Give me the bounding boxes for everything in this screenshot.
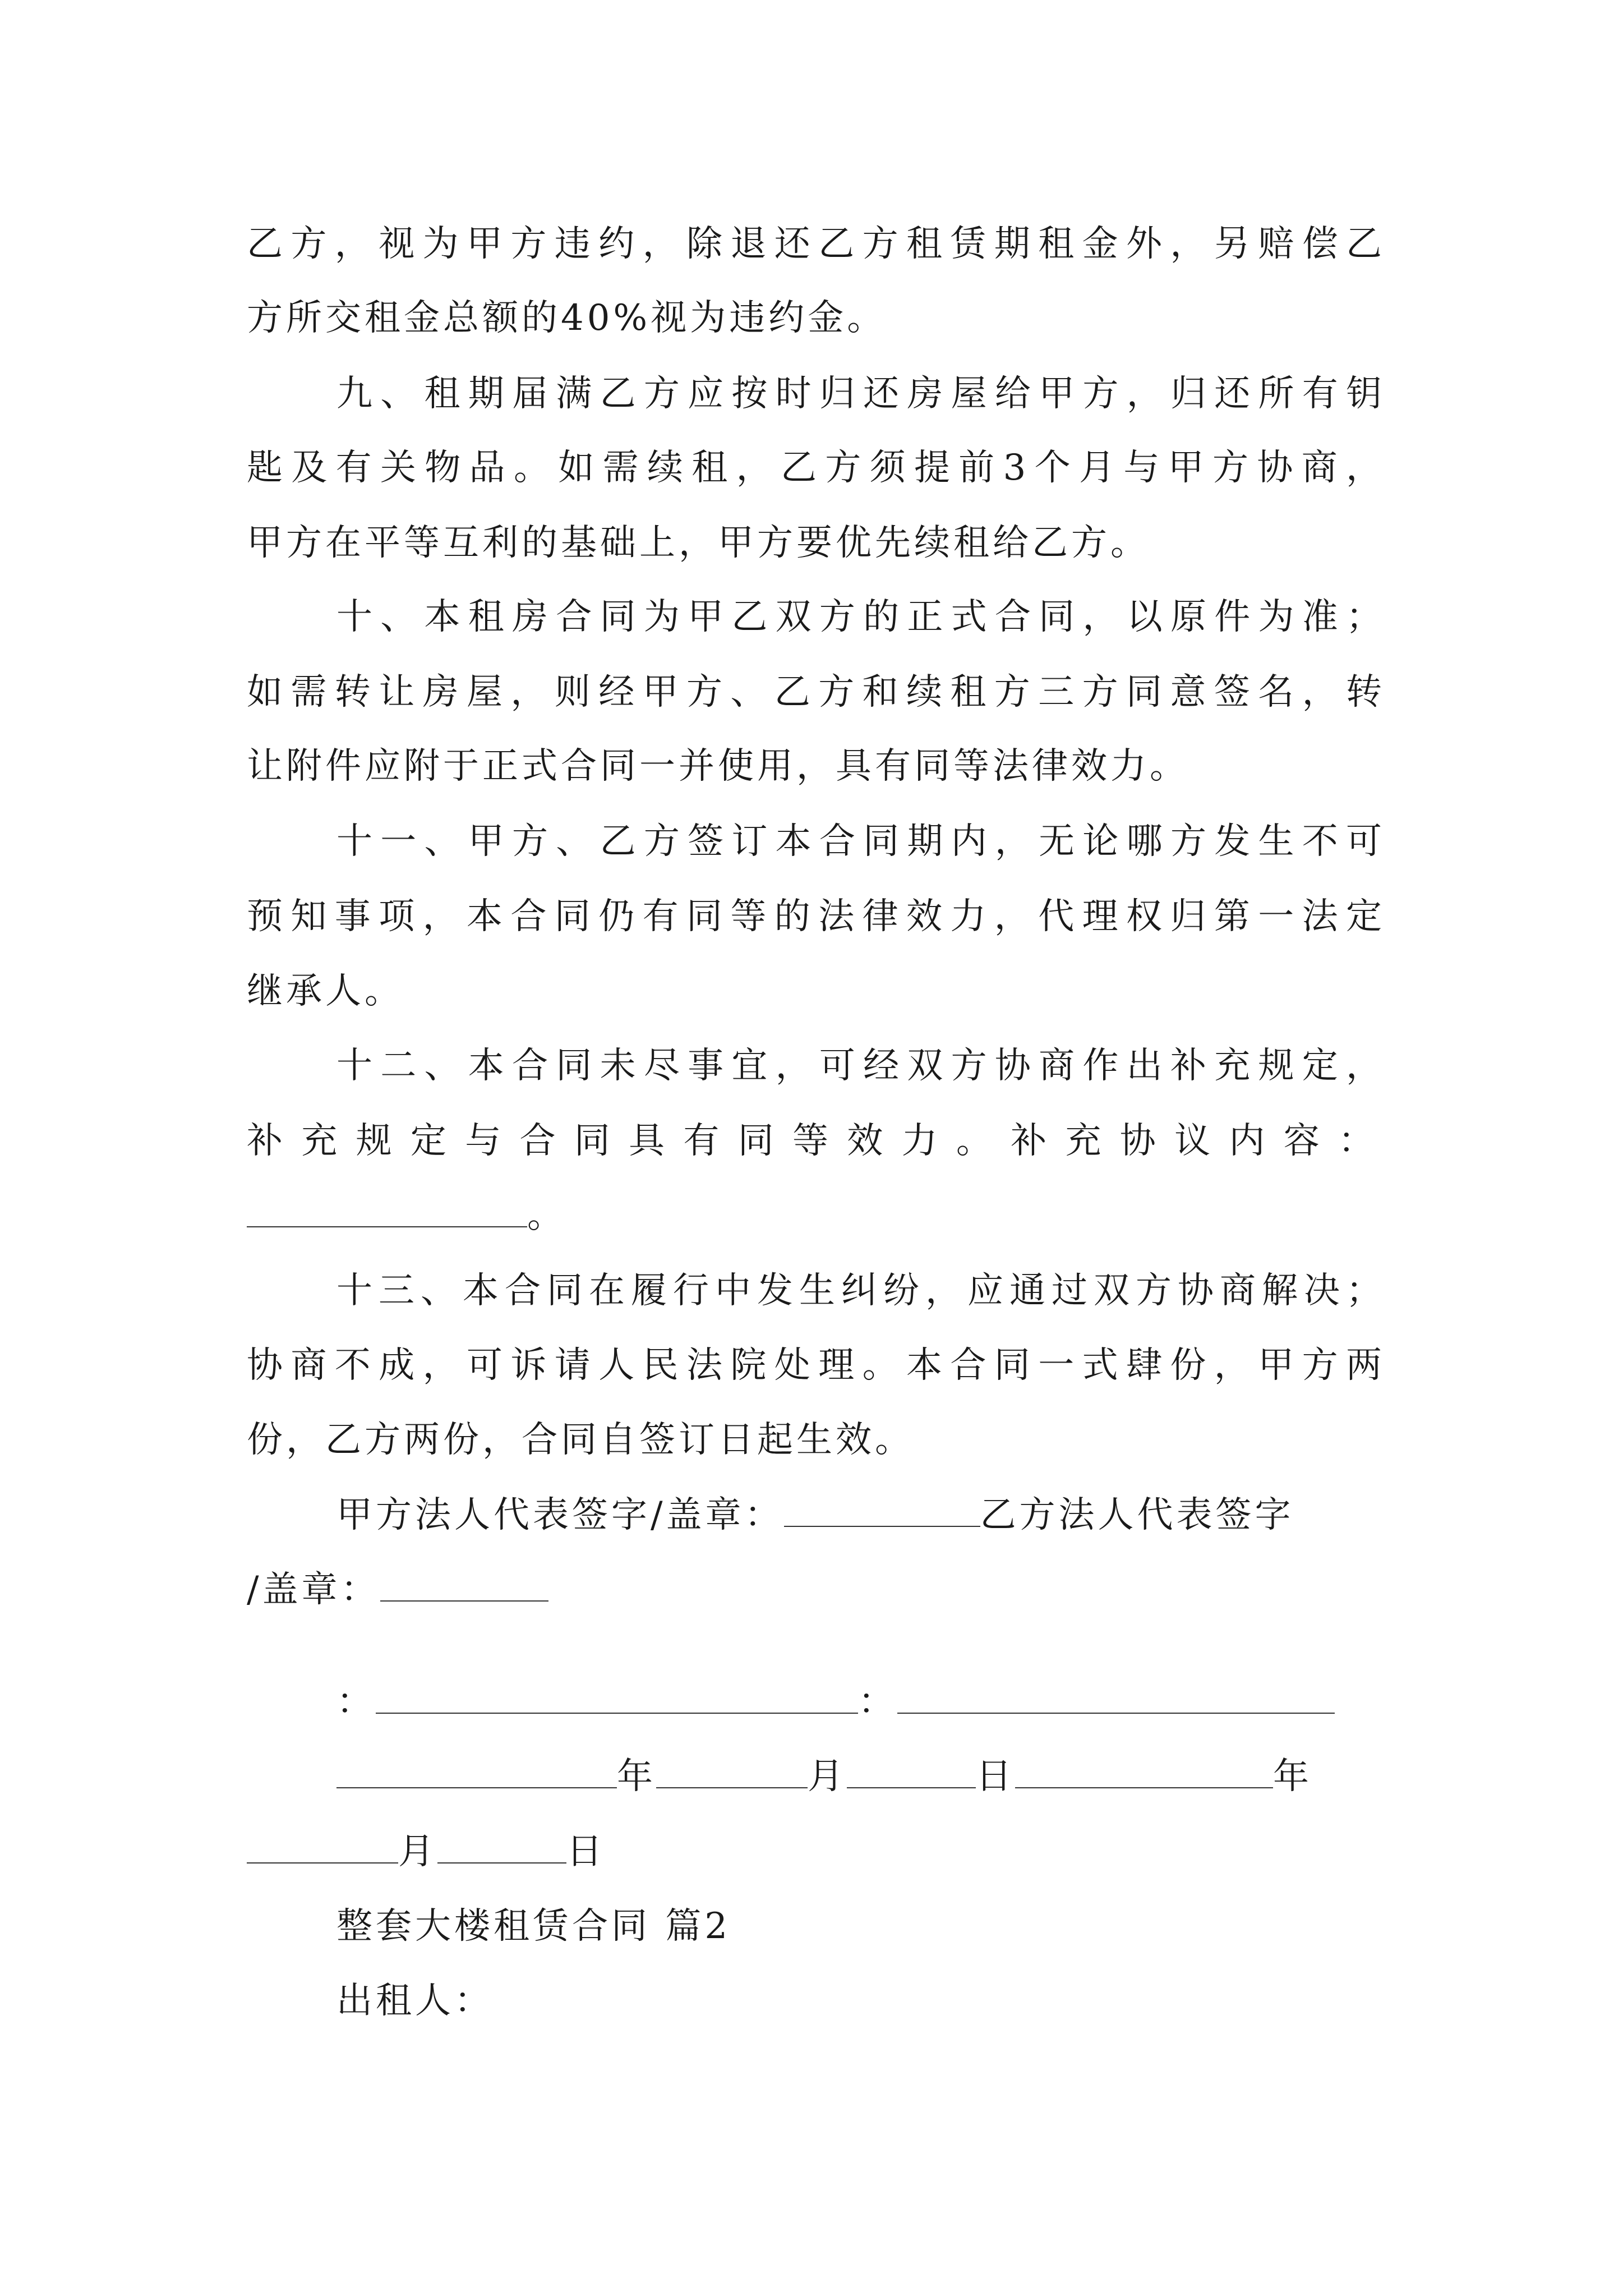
colon-2: ：	[858, 1681, 897, 1723]
day-label-1: 日	[976, 1756, 1015, 1797]
date-line-1	[336, 1754, 1385, 1799]
party-a-signature-label: 甲方法人代表签字/盖章：	[336, 1494, 784, 1536]
clause-12-line-2: 补充规定与合同具有同等效力。补充协议内容：	[247, 1120, 1385, 1162]
section-2-title: 整套大楼租赁合同 篇2	[336, 1906, 731, 1947]
month-label-2: 月	[398, 1831, 437, 1872]
party-b-signature-label: 乙方法人代表签字	[980, 1494, 1294, 1536]
day-blank-1	[847, 1756, 976, 1788]
year-label-1: 年	[617, 1756, 656, 1797]
signature-line-1	[336, 1493, 1385, 1538]
clause-11-line-3: 继承人。	[247, 970, 404, 1012]
month-blank-1	[656, 1756, 808, 1788]
clause-10-line-2: 如需转让房屋，则经甲方、乙方和续租方三方同意签名，转	[247, 671, 1385, 713]
signature-line-3	[336, 1680, 1385, 1724]
supplement-blank	[247, 1195, 527, 1227]
colon-1: ：	[336, 1681, 376, 1723]
clause-12-line-1: 十二、本合同未尽事宜，可经双方协商作出补充规定，	[336, 1045, 1385, 1087]
clause-11-line-1: 十一、甲方、乙方签订本合同期内，无论哪方发生不可	[336, 821, 1385, 862]
clause-8-line-2: 方所交租金总额的40%视为违约金。	[247, 297, 887, 339]
clause-9-line-3: 甲方在平等互利的基础上，甲方要优先续租给乙方。	[247, 522, 1150, 564]
clause-9-line-1: 九、租期届满乙方应按时归还房屋给甲方，归还所有钥	[336, 373, 1385, 415]
party-a-signature-blank	[784, 1494, 980, 1527]
lessor-label: 出租人：	[336, 1980, 494, 2022]
day-label-2: 日	[566, 1831, 606, 1872]
year-blank-1	[336, 1756, 617, 1788]
party-b-signature-label-cont: /盖章：	[247, 1569, 380, 1611]
year-label-2: 年	[1273, 1756, 1312, 1797]
year-blank-2	[1015, 1756, 1273, 1788]
party-b-signature-blank	[380, 1569, 548, 1602]
clause-11-line-2: 预知事项，本合同仍有同等的法律效力，代理权归第一法定	[247, 896, 1385, 937]
clause-10-line-3: 让附件应附于正式合同一并使用，具有同等法律效力。	[247, 746, 1189, 787]
date-line-2	[247, 1829, 1385, 1874]
clause-8-line-1: 乙方，视为甲方违约，除退还乙方租赁期租金外，另赔偿乙	[247, 223, 1385, 265]
month-label-1: 月	[808, 1756, 847, 1797]
day-blank-2	[437, 1831, 566, 1864]
clause-10-line-1: 十、本租房合同为甲乙双方的正式合同，以原件为准；	[336, 596, 1385, 638]
supplement-end: 。	[527, 1195, 566, 1236]
party-b-blank	[897, 1681, 1335, 1714]
clause-9-line-2: 匙及有关物品。如需续租，乙方须提前3个月与甲方协商，	[247, 447, 1385, 489]
month-blank-2	[247, 1831, 398, 1864]
clause-13-line-3: 份，乙方两份，合同自签订日起生效。	[247, 1419, 914, 1461]
party-a-blank	[376, 1681, 858, 1714]
signature-line-2	[247, 1567, 1385, 1612]
clause-13-line-1: 十三、本合同在履行中发生纠纷，应通过双方协商解决；	[336, 1270, 1385, 1312]
clause-13-line-2: 协商不成，可诉请人民法院处理。本合同一式肆份，甲方两	[247, 1345, 1385, 1386]
clause-12-line-3	[247, 1193, 1385, 1238]
